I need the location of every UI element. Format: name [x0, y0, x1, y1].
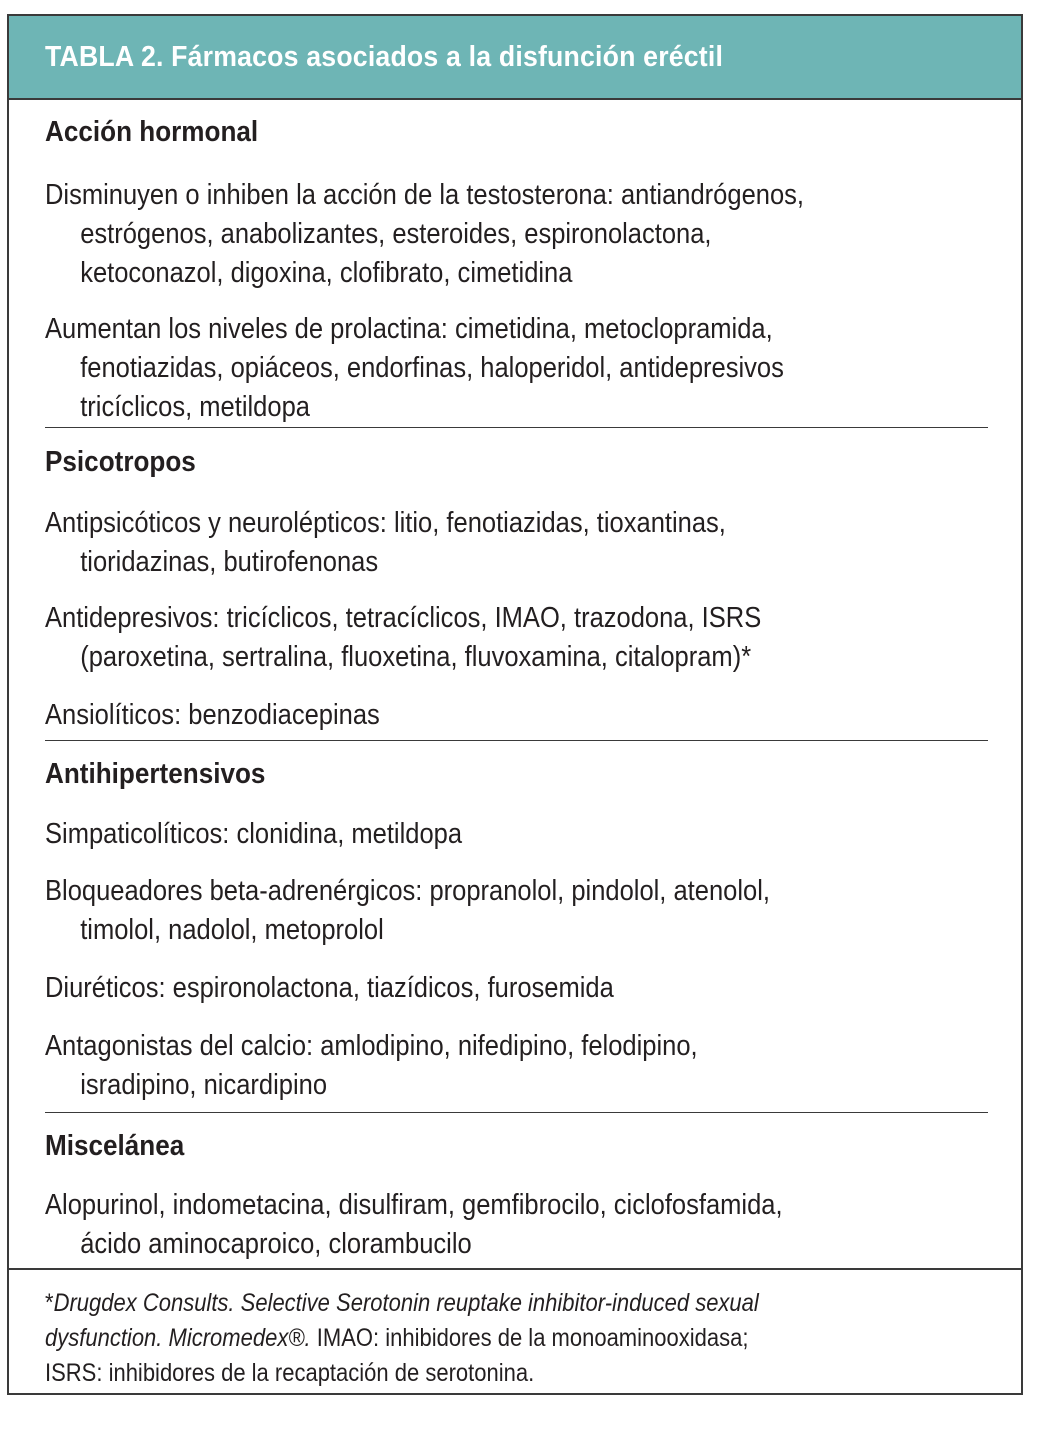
- entry-miscelanea: [45, 1186, 995, 1264]
- footnote-line: [45, 1286, 995, 1321]
- entry-line: Aumentan los niveles de prolactina: cimetidina, metoclopramida,: [45, 313, 773, 345]
- footnote-line: [45, 1321, 995, 1356]
- footnote-citation-source: dysfunction. Micromedex®.: [45, 1324, 311, 1352]
- section-divider: [45, 1112, 988, 1113]
- entry-line: estrógenos, anabolizantes, esteroides, espironolactona,: [80, 218, 712, 250]
- entry-line: Bloqueadores beta-adrenérgicos: propranolol, pindolol, atenolol,: [45, 875, 770, 907]
- entry-ansioliticos: [45, 696, 995, 735]
- entry-bloqueadores-beta: [45, 872, 995, 950]
- table-header: [9, 16, 1021, 100]
- section-heading-accion-hormonal: Acción hormonal: [45, 116, 259, 148]
- entry-antidepresivos: [45, 599, 995, 677]
- footnote-rule: [9, 1268, 1021, 1270]
- entry-antipsicoticos: [45, 504, 995, 582]
- section-heading-miscelanea: Miscelánea: [45, 1130, 185, 1162]
- section-heading-psicotropos: Psicotropos: [45, 446, 196, 478]
- entry-line: Ansiolíticos: benzodiacepinas: [45, 699, 380, 731]
- entry-antagonistas-calcio: [45, 1027, 995, 1105]
- section-divider: [45, 427, 988, 428]
- entry-line: Antipsicóticos y neurolépticos: litio, fenotiazidas, tioxantinas,: [45, 507, 726, 539]
- entry-line: isradipino, nicardipino: [80, 1069, 328, 1101]
- entry-line: tricíclicos, metildopa: [80, 391, 310, 423]
- entry-line: Diuréticos: espironolactona, tiazídicos, furosemida: [45, 972, 614, 1004]
- entry-line: Disminuyen o inhiben la acción de la testosterona: antiandrógenos,: [45, 179, 804, 211]
- footnote-abbrev-imao: IMAO: inhibidores de la monoaminooxidasa;: [310, 1324, 749, 1352]
- entry-prolactina: [45, 310, 995, 427]
- footnote-citation: Drugdex Consults. Selective Serotonin reuptake inhibitor-induced sexual: [53, 1289, 759, 1317]
- section-heading-antihipertensivos: Antihipertensivos: [45, 758, 266, 790]
- table-title: TABLA 2. Fármacos asociados a la disfunción eréctil: [45, 41, 724, 73]
- entry-line: ketoconazol, digoxina, clofibrato, cimetidina: [80, 257, 573, 289]
- entry-line: timolol, nadolol, metoprolol: [80, 914, 384, 946]
- entry-line: Antagonistas del calcio: amlodipino, nifedipino, felodipino,: [45, 1030, 698, 1062]
- footnote-marker: *: [45, 1289, 54, 1317]
- entry-line: (paroxetina, sertralina, fluoxetina, fluvoxamina, citalopram)*: [80, 641, 752, 673]
- entry-testosterona: [45, 176, 995, 293]
- drug-table: [7, 14, 1023, 1395]
- footnote-abbrev-isrs: ISRS: inhibidores de la recaptación de serotonina.: [45, 1359, 535, 1387]
- entry-diureticos: [45, 969, 995, 1008]
- entry-line: Simpaticolíticos: clonidina, metildopa: [45, 818, 463, 850]
- entry-line: fenotiazidas, opiáceos, endorfinas, haloperidol, antidepresivos: [80, 352, 784, 384]
- entry-simpaticoliticos: [45, 815, 995, 854]
- entry-line: Antidepresivos: tricíclicos, tetracíclicos, IMAO, trazodona, ISRS: [45, 602, 762, 634]
- section-divider: [45, 740, 988, 741]
- entry-line: ácido aminocaproico, clorambucilo: [80, 1228, 472, 1260]
- entry-line: tioridazinas, butirofenonas: [80, 546, 379, 578]
- footnote: [45, 1286, 995, 1391]
- entry-line: Alopurinol, indometacina, disulfiram, gemfibrocilo, ciclofosfamida,: [45, 1189, 783, 1221]
